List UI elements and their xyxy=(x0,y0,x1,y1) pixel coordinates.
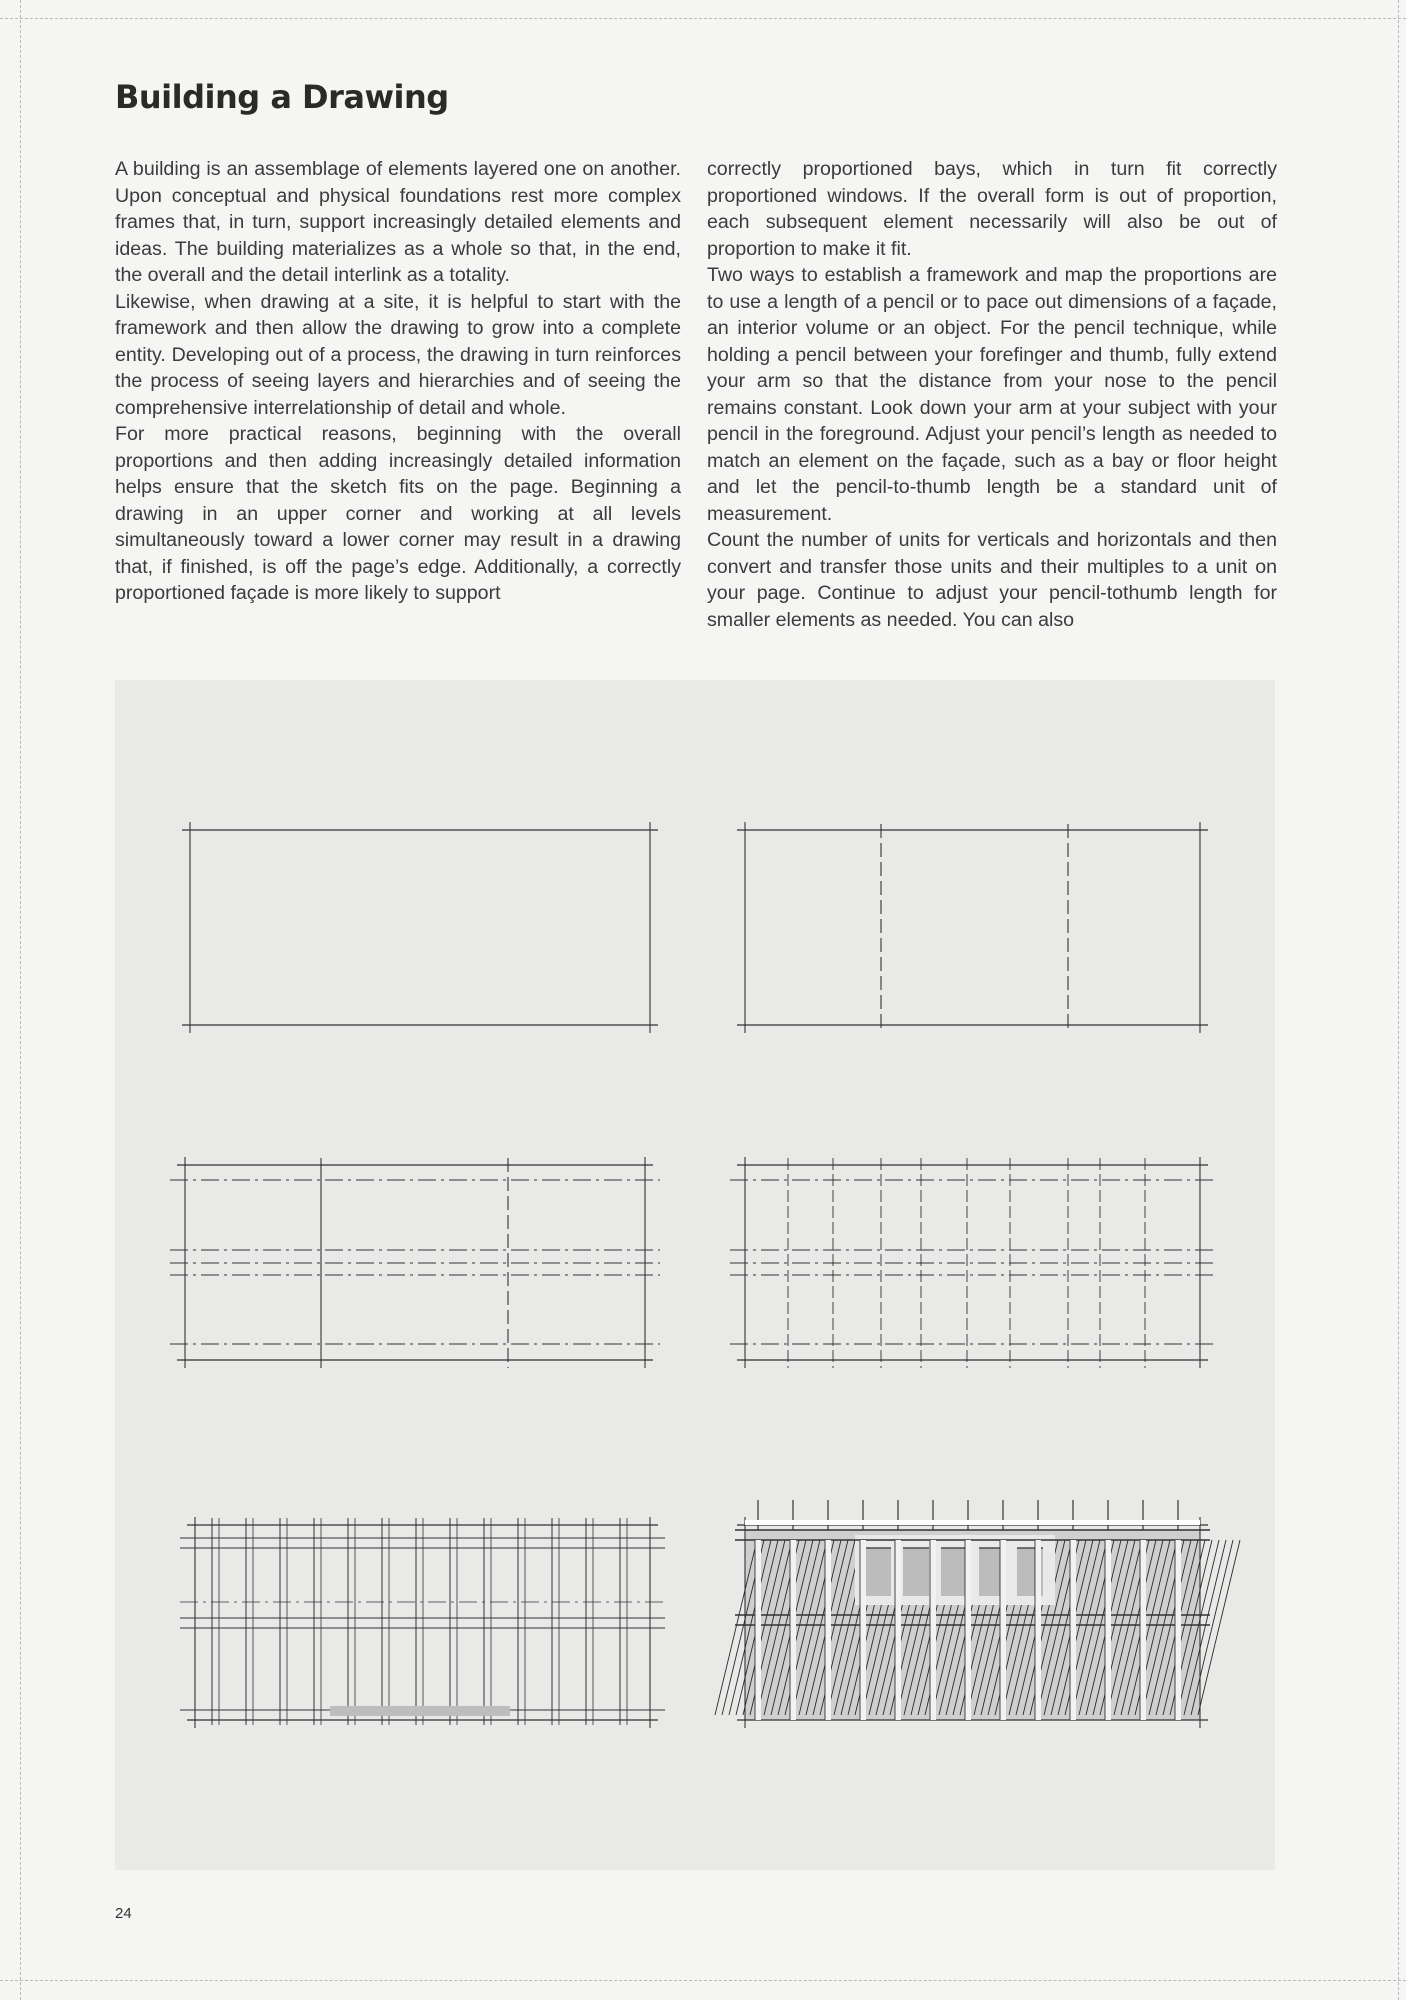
crop-mark-left xyxy=(20,0,21,2000)
column xyxy=(790,1540,796,1720)
page-title: Building a Drawing xyxy=(115,78,449,116)
sketch-stage-4 xyxy=(730,1157,1215,1368)
column xyxy=(1000,1540,1006,1720)
window xyxy=(903,1548,929,1596)
body-column-right xyxy=(707,156,1277,633)
column xyxy=(755,1540,761,1720)
column xyxy=(930,1540,936,1720)
column xyxy=(1070,1540,1076,1720)
paragraph: Two ways to establish a framework and map the proportions are to use a length of a pencil or to pace out dimensions of a façade, an interior volume or an object. For the pencil technique, while holding a pencil between your forefinger and thumb, fully extend your arm so that the distance from your nose to the pencil remains constant. Look down your arm at your subject with your pencil in the foreground. Adjust your pencil’s length as needed to match an element on the façade, such as a bay or floor height and let the pencil-to-thumb length be a standard unit of measurement. xyxy=(707,264,1277,525)
crop-mark-right xyxy=(1398,0,1399,2000)
crop-mark-top xyxy=(0,18,1406,19)
crop-mark-bottom xyxy=(0,1980,1406,1981)
column xyxy=(1035,1540,1041,1720)
sketch-stage-3 xyxy=(170,1157,660,1368)
hatch-line xyxy=(1198,1540,1240,1715)
body-column-left xyxy=(115,156,681,607)
window xyxy=(865,1548,891,1596)
paragraph: correctly proportioned bays, which in turn fit correctly proportioned windows. If the overall form is out of proportion, each subsequent element necessarily will also be out of proportion to make it fit. xyxy=(707,158,1277,260)
column xyxy=(1140,1540,1146,1720)
column xyxy=(860,1540,866,1720)
facade-drawing-figure xyxy=(115,680,1275,1870)
column xyxy=(1105,1540,1111,1720)
sketch-stage-2 xyxy=(737,822,1208,1033)
column xyxy=(965,1540,971,1720)
page-number: 24 xyxy=(115,1905,132,1922)
entrance-band xyxy=(330,1706,510,1716)
column xyxy=(895,1540,901,1720)
parapet xyxy=(745,1520,1200,1525)
sketch-stage-1 xyxy=(182,822,658,1033)
window xyxy=(941,1548,967,1596)
sketch-stage-6 xyxy=(715,1500,1240,1728)
paragraph: Count the number of units for verticals and horizontals and then convert and transfer those units and their multiples to a unit on your page. Continue to adjust your pencil-tothumb length for smaller elements as needed. You can also xyxy=(707,529,1277,631)
column xyxy=(1175,1540,1181,1720)
sketch-stage-5 xyxy=(180,1517,665,1728)
column xyxy=(825,1540,831,1720)
facade-sketch-sequence xyxy=(115,680,1275,1870)
paragraph: For more practical reasons, beginning with the overall proportions and then adding increasingly detailed information helps ensure that the sketch fits on the page. Beginning a drawing in an upper corner and working at all levels simultaneously toward a lower corner may result in a drawing that, if finished, is off the page’s edge. Additionally, a correctly proportioned façade is more likely to support xyxy=(115,423,681,604)
paragraph: Likewise, when drawing at a site, it is helpful to start with the framework and then allow the drawing to grow into a complete entity. Developing out of a process, the drawing in turn reinforces the process of seeing layers and hierarchies and of seeing the comprehensive interrelationship of detail and whole. xyxy=(115,290,681,419)
paragraph: A building is an assemblage of elements layered one on another. Upon conceptual and physical foundations rest more complex frames that, in turn, support increasingly detailed elements and ideas. The building materializes as a whole so that, in the end, the overall and the detail interlink as a totality. xyxy=(115,158,681,286)
